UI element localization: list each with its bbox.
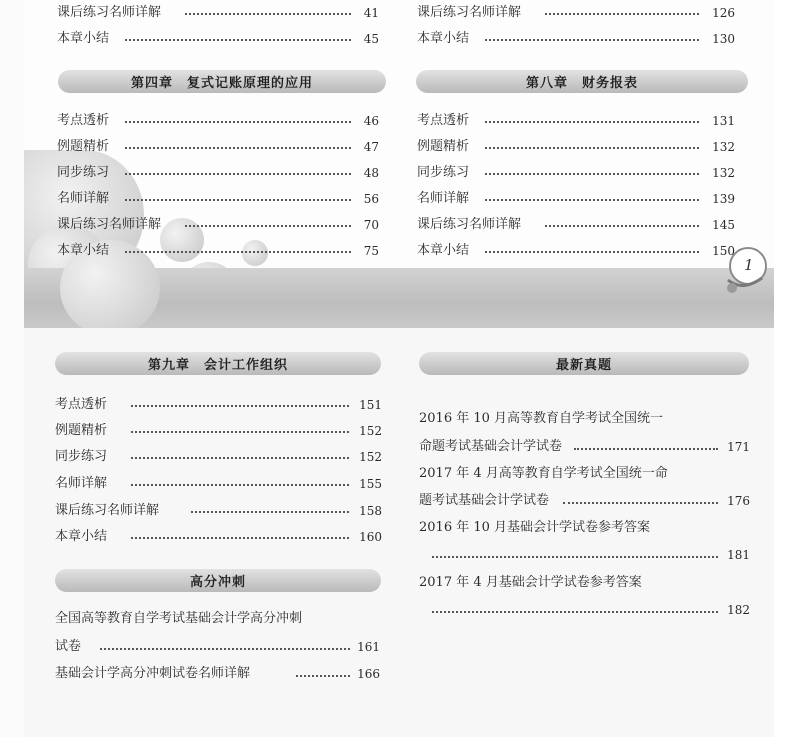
toc-title: 课后练习名师详解: [55, 503, 160, 518]
toc-page: 132: [712, 140, 735, 154]
toc-page: 139: [712, 192, 735, 206]
leader-dots: [432, 609, 718, 613]
toc-page: 158: [359, 504, 382, 518]
toc-title: 例题精析: [57, 139, 110, 154]
toc-title: 同步练习: [55, 449, 108, 464]
toc-page: 46: [363, 114, 379, 128]
toc-entry[interactable]: [55, 422, 382, 440]
toc-entry-title-cont: 试卷: [55, 639, 82, 654]
chapter-header: 第八章 财务报表: [416, 70, 748, 93]
leader-dots: [485, 145, 699, 149]
toc-entry[interactable]: [57, 112, 379, 130]
toc-page: 45: [363, 32, 379, 46]
toc-entry-title-cont: 命题考试基础会计学试卷: [419, 439, 563, 454]
leader-dots: [125, 171, 351, 175]
toc-title: 名师详解: [417, 191, 470, 206]
toc-title: 考点透析: [55, 397, 108, 412]
toc-page: 161: [357, 640, 380, 654]
toc-entry[interactable]: [417, 30, 735, 48]
leader-dots: [131, 455, 349, 459]
leader-dots: [545, 223, 699, 227]
chapter-header: 第九章 会计工作组织: [55, 352, 381, 375]
leader-dots: [125, 197, 351, 201]
toc-page: 150: [712, 244, 735, 258]
toc-entry-title[interactable]: 2017 年 4 月基础会计学试卷参考答案: [419, 575, 642, 590]
leader-dots: [485, 249, 699, 253]
toc-title: 考点透析: [417, 113, 470, 128]
toc-title: 例题精析: [55, 423, 108, 438]
toc-title: 本章小结: [55, 529, 108, 544]
leader-dots: [485, 171, 699, 175]
leader-dots: [100, 646, 350, 650]
toc-title: 名师详解: [55, 476, 108, 491]
leader-dots: [485, 37, 699, 41]
toc-page: 130: [712, 32, 735, 46]
toc-page: 70: [363, 218, 379, 232]
toc-title: 课后练习名师详解: [57, 217, 162, 232]
toc-entry-title[interactable]: 2017 年 4 月高等教育自学考试全国统一命: [419, 466, 668, 481]
leader-dots: [131, 403, 349, 407]
toc-entry[interactable]: [55, 502, 382, 520]
leader-dots: [131, 482, 349, 486]
toc-entry[interactable]: [417, 190, 735, 208]
toc-page: 152: [359, 424, 382, 438]
toc-entry[interactable]: [57, 4, 379, 22]
toc-title: 本章小结: [417, 31, 470, 46]
toc-page: 176: [727, 494, 750, 508]
toc-title: 名师详解: [57, 191, 110, 206]
toc-page: 166: [357, 667, 380, 681]
toc-title: 例题精析: [417, 139, 470, 154]
toc-page: 75: [363, 244, 379, 258]
leader-dots: [296, 673, 350, 677]
toc-title: 本章小结: [57, 31, 110, 46]
toc-page: 171: [727, 440, 750, 454]
leader-dots: [131, 429, 349, 433]
page-number: 1: [744, 256, 754, 274]
toc-entry-title[interactable]: 基础会计学高分冲刺试卷名师详解: [55, 666, 251, 681]
toc-title: 课后练习名师详解: [417, 5, 522, 20]
toc-entry[interactable]: [417, 138, 735, 156]
toc-page: 132: [712, 166, 735, 180]
toc-entry[interactable]: [57, 216, 379, 234]
toc-title: 同步练习: [57, 165, 110, 180]
toc-title: 课后练习名师详解: [57, 5, 162, 20]
toc-title: 本章小结: [417, 243, 470, 258]
toc-page: 131: [712, 114, 735, 128]
toc-page: 145: [712, 218, 735, 232]
leader-dots: [131, 535, 349, 539]
toc-entry[interactable]: [57, 30, 379, 48]
toc-entry-title[interactable]: 2016 年 10 月高等教育自学考试全国统一: [419, 411, 664, 426]
toc-page: 47: [363, 140, 379, 154]
toc-entry[interactable]: [417, 216, 735, 234]
toc-entry[interactable]: [57, 164, 379, 182]
toc-entry[interactable]: [55, 475, 382, 493]
toc-page: 48: [363, 166, 379, 180]
toc-entry-title-cont: 题考试基础会计学试卷: [419, 493, 550, 508]
toc-page: 181: [727, 548, 750, 562]
chapter-header: 第四章 复式记账原理的应用: [58, 70, 386, 93]
section-header: 高分冲刺: [55, 569, 381, 592]
toc-entry[interactable]: [57, 242, 379, 260]
toc-title: 课后练习名师详解: [417, 217, 522, 232]
toc-page: 126: [712, 6, 735, 20]
toc-page: 56: [363, 192, 379, 206]
leader-dots: [574, 446, 718, 450]
leader-dots: [563, 500, 718, 504]
toc-entry-title[interactable]: 全国高等教育自学考试基础会计学高分冲刺: [55, 611, 303, 626]
leader-dots: [125, 119, 351, 123]
toc-page: 151: [359, 398, 382, 412]
toc-entry[interactable]: [55, 396, 382, 414]
toc-title: 考点透析: [57, 113, 110, 128]
leader-dots: [125, 145, 351, 149]
leader-dots: [485, 119, 699, 123]
page-edge: [774, 0, 790, 737]
toc-entry[interactable]: [417, 242, 735, 260]
toc-entry[interactable]: [417, 4, 735, 22]
toc-title: 同步练习: [417, 165, 470, 180]
toc-page: 152: [359, 450, 382, 464]
toc-entry[interactable]: [417, 112, 735, 130]
toc-page: 160: [359, 530, 382, 544]
leader-dots: [485, 197, 699, 201]
toc-page: 41: [363, 6, 379, 20]
leader-dots: [185, 223, 351, 227]
leader-dots: [545, 11, 699, 15]
section-header: 最新真题: [419, 352, 749, 375]
leader-dots: [185, 11, 351, 15]
toc-page: 182: [727, 603, 750, 617]
toc-entry[interactable]: [57, 190, 379, 208]
leader-dots: [191, 509, 349, 513]
leader-dots: [432, 554, 718, 558]
leader-dots: [125, 37, 351, 41]
toc-entry[interactable]: [55, 448, 382, 466]
toc-page: 155: [359, 477, 382, 491]
toc-entry[interactable]: [55, 528, 382, 546]
toc-title: 本章小结: [57, 243, 110, 258]
toc-entry[interactable]: [57, 138, 379, 156]
toc-entry[interactable]: [417, 164, 735, 182]
leader-dots: [125, 249, 351, 253]
toc-entry-title[interactable]: 2016 年 10 月基础会计学试卷参考答案: [419, 520, 651, 535]
